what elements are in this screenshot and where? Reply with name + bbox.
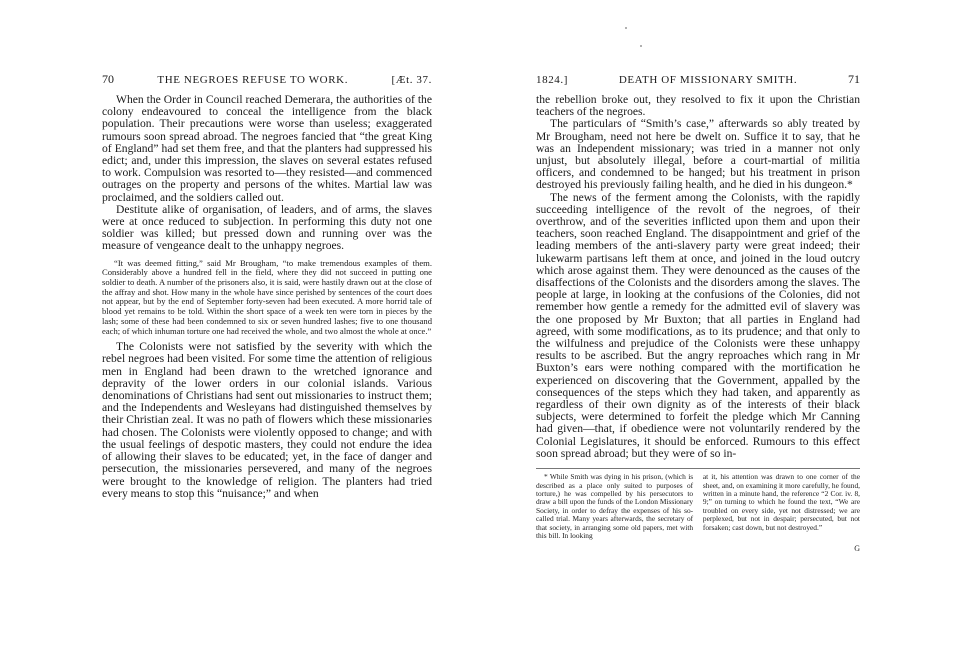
brougham-quote: “It was deemed fitting,” said Mr Brougham, “to make tremendous examples of them. Considerably above a hundred fell in the field, where they did not succeed in putting one soldier to death. A number of the prisoners also, it is said, were hastily drawn out at the close of the affray and shot. How many in the whole have since perished by sentences of the court does not appear, but by the end of September forty-seven had been executed. A more horrid tale of blood yet remains to be told. Within the short space of a week ten were torn in pieces by the lash; some of these had been condemned to six or seven hundred lashes; five to one thousand each; of which inhuman torture one had received the whole, and two almost the whole at once.” (102, 257, 432, 336)
footnote-text-1: * While Smith was dying in his prison, (which is described as a place only suited to purposes of torture,) he was compelled by his persecutors to draw a bill upon the funds of the London Missionary Society, in order to defray the expenses of his so-called trial. Many years afterwards, the secretary of that society, in arranging some old papers, met with this bill. In looking (536, 472, 694, 540)
left-page-number: 70 (102, 72, 114, 86)
left-page (102, 72, 432, 500)
right-year: 1824.] (536, 74, 569, 86)
left-paragraph-1: When the Order in Council reached Demerara, the authorities of the colony endeavoured to conceal the intelligence from the black population. Their precautions were worse than useless; exaggerated rumours soon spread abroad. The negroes fancied that “the great King of England” had set them free, and that the planters had suppressed his edict; and, under this impression, the slaves on several estates refused to work. Compulsion was resorted to—they resisted—and commenced outrages on the property and persons of the whites. Martial law was proclaimed, and the soldiers called out. (102, 93, 432, 204)
left-age-note: [Æt. 37. (391, 74, 432, 86)
left-running-title: THE NEGROES REFUSE TO WORK. (157, 74, 349, 86)
left-paragraph-2: Destitute alike of organisation, of leaders, and of arms, the slaves were at once reduced to subjection. In performing this duty not one soldier was killed; but pressed down and running over was the measure of vengeance dealt to the unhappy negroes. (102, 202, 432, 253)
left-paragraph-3: The Colonists were not satisfied by the severity with which the rebel negroes had been visited. For some time the attention of religious men in England had been drawn to the wretched ignorance and depravity of the lower orders in our colonial islands. Various denominations of Christians had sent out missionaries to instruct them; and the Independents and Wesleyans had distinguished themselves by their Christian zeal. It was no path of flowers which these missionaries had chosen. The Colonists were violently opposed to change; and with the usual feelings of despotic masters, they could not endure the idea of allowing their slaves to be educated; yet, in the face of danger and persecution, the missionaries persevered, and many of the negroes were brought to the knowledge of religion. The planters had tried every means to stop this “nuisance;” and when (102, 340, 432, 500)
footnote-text-2: at it, his attention was drawn to one corner of the sheet, and, on examining it more carefully, he found, written in a minute hand, the reference “2 Cor. iv. 8, 9;” on turning to which he found the text, “We are troubled on every side, yet not distressed; we are perplexed, but not in despair; persecuted, but not forsaken; cast down, but not destroyed.” (702, 472, 860, 532)
right-page-header (536, 72, 860, 87)
right-page-number: 71 (848, 72, 860, 86)
right-running-title: DEATH OF MISSIONARY SMITH. (618, 74, 798, 86)
footnotes (536, 473, 860, 540)
footnote-column-2 (703, 473, 860, 540)
scan-speck (625, 27, 627, 29)
left-page-header (102, 72, 432, 87)
right-paragraph-2: The particulars of “Smith’s case,” afterwards so ably treated by Mr Brougham, need not here be dwelt on. Suffice it to say, that he was an Independent missionary; was tried in a manner not only unjust, but absolutely illegal, before a court-martial of militia officers, and condemned to be hanged; but his treatment in prison destroyed his previously failing health, and he died in his dungeon.* (536, 117, 860, 192)
right-paragraph-3: The news of the ferment among the Colonists, with the rapidly succeeding intelligence of the revolt of the negroes, of their overthrow, and of the severities inflicted upon them and upon their teachers, soon reached England. The disappointment and grief of the leading members of the anti-slavery party were great indeed; their lukewarm partisans left them at once, and joined in the loud outcry which arose against them. They were denounced as the causes of the disaffections of the Colonists and the disorders among the slaves. The people at large, in looking at the confusions of the Colonies, did not remember how gentle a remedy for the admitted evil of slavery was the one proposed by Mr Buxton; that all parties in England had agreed, with some modifications, as to its prudence; and that only to the wilfulness and prejudice of the Colonists were these unhappy results to be ascribed. But the angry reproaches which rang in Mr Buxton’s ears were nothing compared with the mortification he experienced on discovering that the Government, appalled by the consequences of the steps which they had taken, and apparently as regardless of their own dignity as of the interests of their black subjects, were determined to forfeit the pledge which Mr Canning had given—that, if obedience were not voluntarily rendered by the Colonial Legislatures, it should be enforced. Rumours to this effect soon spread abroad; but they were of so in- (536, 190, 860, 460)
footnote-column-1 (536, 473, 693, 540)
right-page (536, 72, 860, 554)
scan-speck (640, 45, 642, 47)
signature-mark: G (854, 544, 860, 554)
footnote-divider (536, 468, 860, 469)
right-paragraph-1: the rebellion broke out, they resolved to fix it upon the Christian teachers of the negroes. (536, 93, 860, 119)
